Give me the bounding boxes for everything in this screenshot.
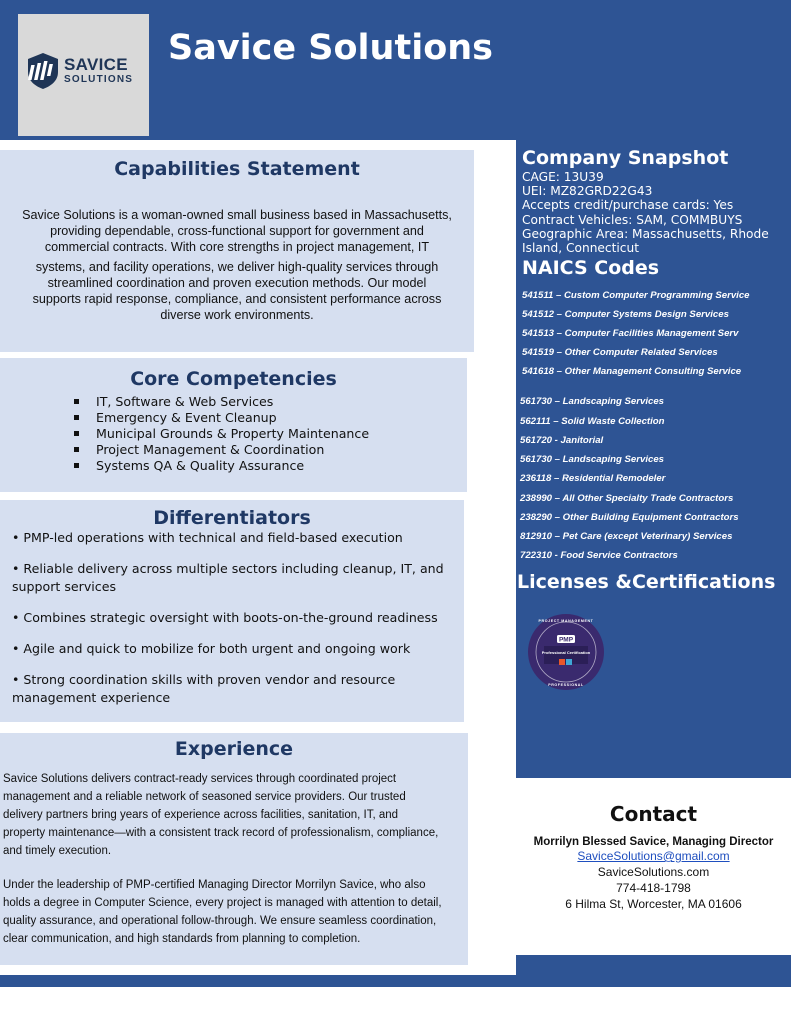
snapshot-line: Geographic Area: Massachusetts, Rhode xyxy=(522,226,769,241)
shield-bars-icon xyxy=(26,52,60,90)
capabilities-heading: Capabilities Statement xyxy=(114,158,360,180)
snapshot-line: UEI: MZ82GRD22G43 xyxy=(522,184,653,199)
capabilities-line: systems, and facility operations, we deliver high-quality services through xyxy=(35,260,439,274)
naics-code: 561720 - Janitorial xyxy=(520,435,604,446)
licenses-heading: Licenses &Certifications xyxy=(517,571,776,593)
list-item: Emergency & Event Cleanup xyxy=(96,410,369,426)
logo-wordmark xyxy=(64,56,133,85)
logo-word-top: SAVICE xyxy=(64,55,128,74)
list-item: • PMP-led operations with technical and field-based execution xyxy=(12,530,403,545)
licenses-heading-wrap xyxy=(517,571,775,593)
snapshot-details xyxy=(522,170,787,255)
differentiators-heading: Differentiators xyxy=(153,507,311,529)
list-item: IT, Software & Web Services xyxy=(96,394,369,410)
pmp-certification-badge-icon xyxy=(526,612,606,692)
capabilities-line: diverse work environments. xyxy=(160,308,314,322)
capabilities-panel xyxy=(0,150,474,352)
snapshot-heading-wrap xyxy=(522,147,728,169)
contact-phone: 774-418-1798 xyxy=(616,881,691,895)
snapshot-line: Island, Connecticut xyxy=(522,241,639,256)
badge-ring-bottom: PROFESSIONAL xyxy=(548,683,584,687)
sidebar-footer-band xyxy=(516,955,791,977)
snapshot-line: CAGE: 13U39 xyxy=(522,170,604,184)
differentiators-panel xyxy=(0,500,464,722)
company-logo xyxy=(18,14,149,136)
naics-code: 238990 – All Other Specialty Trade Contractors xyxy=(520,493,734,504)
capabilities-line: Savice Solutions is a woman-owned small business based in Massachusetts, xyxy=(22,208,452,222)
list-item: Systems QA & Quality Assurance xyxy=(96,458,369,474)
snapshot-line: Accepts credit/purchase cards: Yes xyxy=(522,198,734,213)
naics-code: 812910 – Pet Care (except Veterinary) Services xyxy=(520,531,733,542)
contact-address: 6 Hilma St, Worcester, MA 01606 xyxy=(565,897,742,911)
naics-code: 541618 – Other Management Consulting Service xyxy=(522,366,742,377)
capabilities-line: streamlined coordination and proven execution methods. Our model xyxy=(47,276,427,290)
naics-heading-wrap xyxy=(522,257,659,279)
contact-name: Morrilyn Blessed Savice, Managing Director xyxy=(533,836,774,848)
contact-card xyxy=(516,778,791,955)
capabilities-line: providing dependable, cross-functional support for government and xyxy=(50,224,424,238)
list-item: Municipal Grounds & Property Maintenance xyxy=(96,426,370,441)
experience-heading: Experience xyxy=(174,738,294,760)
footer-band xyxy=(0,975,791,987)
list-item: Project Management & Coordination xyxy=(96,442,369,458)
naics-code: 561730 – Landscaping Services xyxy=(520,396,664,407)
experience-paragraph-2: Under the leadership of PMP-certified Managing Director Morrilyn Savice, who also holds a degree in Computer Science, every project is managed with attention to detail, quality assurance, and operational follow-through. We ensure seamless coordination, clear communication, and high standards from planning to completion. xyxy=(3,879,442,945)
core-competencies-panel xyxy=(0,358,467,492)
contact-website[interactable]: SaviceSolutions.com xyxy=(597,865,710,879)
list-item: • Agile and quick to mobilize for both urgent and ongoing work xyxy=(12,641,411,656)
naics-code: 561730 – Landscaping Services xyxy=(520,454,664,465)
logo-word-bottom: SOLUTIONS xyxy=(64,74,134,85)
badge-label: PMP xyxy=(558,636,574,644)
naics-code: 238290 – Other Building Equipment Contractors xyxy=(520,512,739,523)
differentiators-list xyxy=(12,529,452,720)
experience-paragraph-1: Savice Solutions delivers contract-ready services through coordinated project management and a reliable network of seasoned service providers. Our trusted delivery partners bring years of experience across facilities, sanitation, IT, and property maintenance—with a consistent track record of professionalism, compliance, and timely execution. xyxy=(3,773,439,857)
core-competencies-heading: Core Competencies xyxy=(130,368,337,390)
snapshot-line: Contract Vehicles: SAM, COMMBUYS xyxy=(522,212,743,227)
capabilities-text xyxy=(2,207,472,323)
list-item: • Combines strategic oversight with boots-on-the-ground readiness xyxy=(12,610,438,625)
list-item: • Strong coordination skills with proven vendor and resource management experience xyxy=(12,672,396,705)
contact-email-link[interactable]: SaviceSolutions@gmail.com xyxy=(577,849,730,863)
naics-code: 236118 – Residential Remodeler xyxy=(520,473,666,484)
experience-panel xyxy=(0,733,468,965)
naics-code: 541513 – Computer Facilities Management Serv xyxy=(522,328,739,339)
capabilities-line: commercial contracts. With core strengths in project management, IT xyxy=(44,240,430,254)
badge-ring-top: PROJECT MANAGEMENT xyxy=(538,619,594,623)
naics-code: 541519 – Other Computer Related Services xyxy=(522,347,718,358)
page-title: Savice Solutions xyxy=(168,28,493,68)
snapshot-heading: Company Snapshot xyxy=(522,147,729,169)
contact-heading: Contact xyxy=(609,802,698,826)
naics-code: 722310 - Food Service Contractors xyxy=(520,550,678,561)
naics-heading: NAICS Codes xyxy=(522,257,660,279)
badge-caption: Professional Certification xyxy=(541,650,591,655)
core-competencies-list xyxy=(96,394,369,474)
naics-code: 541512 – Computer Systems Design Services xyxy=(522,309,729,320)
capabilities-line: supports rapid response, compliance, and consistent performance across xyxy=(32,292,442,306)
naics-code: 562111 – Solid Waste Collection xyxy=(520,416,665,427)
list-item: • Reliable delivery across multiple sectors including cleanup, IT, and support services xyxy=(12,561,444,594)
naics-code: 541511 – Custom Computer Programming Service xyxy=(522,290,750,301)
